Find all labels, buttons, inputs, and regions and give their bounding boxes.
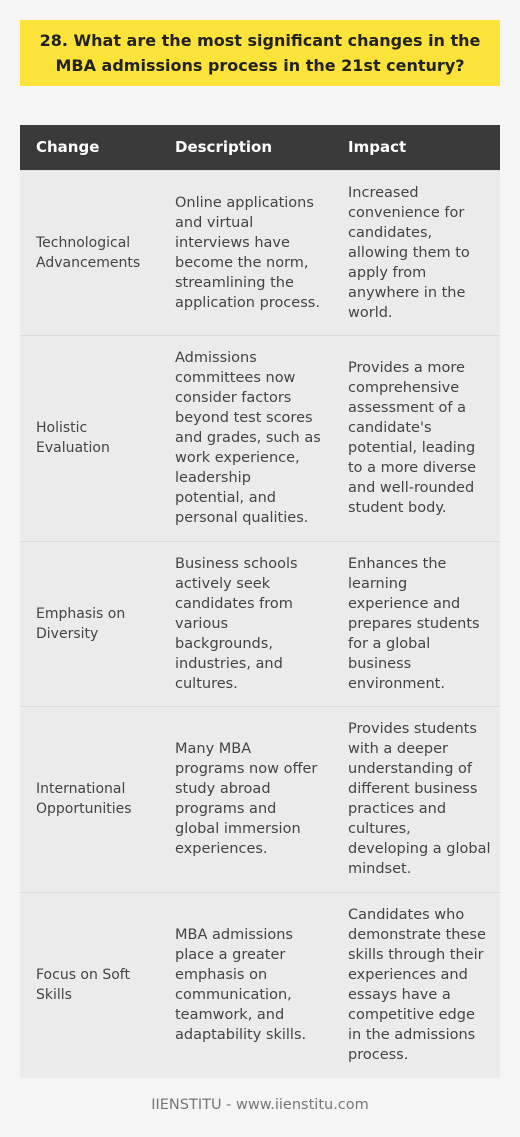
header-description: Description — [159, 125, 332, 170]
table-row — [20, 335, 500, 541]
cell-description: Online applications and virtual interviews have become the norm, streamlining the application process. — [159, 170, 332, 335]
cell-description: Admissions committees now consider factors beyond test scores and grades, such as work experience, leadership potential, and personal qualities. — [159, 335, 332, 541]
cell-change: Emphasis on Diversity — [20, 541, 159, 706]
cell-change: International Opportunities — [20, 706, 159, 892]
table-header-row — [20, 125, 500, 170]
table-row — [20, 892, 500, 1078]
cell-change: Focus on Soft Skills — [20, 892, 159, 1078]
cell-impact: Candidates who demonstrate these skills through their experiences and essays have a competitive edge in the admissions process. — [332, 892, 500, 1078]
cell-impact: Provides students with a deeper understanding of different business practices and cultures, developing a global mindset. — [332, 706, 500, 892]
cell-change: Technological Advancements — [20, 170, 159, 335]
table-row — [20, 541, 500, 706]
cell-description: Many MBA programs now offer study abroad programs and global immersion experiences. — [159, 706, 332, 892]
cell-change: Holistic Evaluation — [20, 335, 159, 541]
cell-description: MBA admissions place a greater emphasis on communication, teamwork, and adaptability skills. — [159, 892, 332, 1078]
cell-impact: Provides a more comprehensive assessment of a candidate's potential, leading to a more diverse and well-rounded student body. — [332, 335, 500, 541]
cell-description: Business schools actively seek candidates from various backgrounds, industries, and cultures. — [159, 541, 332, 706]
header-change: Change — [20, 125, 159, 170]
title-banner — [20, 20, 500, 86]
cell-impact: Enhances the learning experience and prepares students for a global business environment. — [332, 541, 500, 706]
header-impact: Impact — [332, 125, 500, 170]
cell-impact: Increased convenience for candidates, allowing them to apply from anywhere in the world. — [332, 170, 500, 335]
changes-table — [20, 125, 500, 1078]
page-title: 28. What are the most significant changes in the MBA admissions process in the 21st century? — [39, 31, 481, 75]
table-row — [20, 706, 500, 892]
footer-credit: IIENSTITU - www.iienstitu.com — [151, 1097, 369, 1113]
table-row — [20, 170, 500, 335]
